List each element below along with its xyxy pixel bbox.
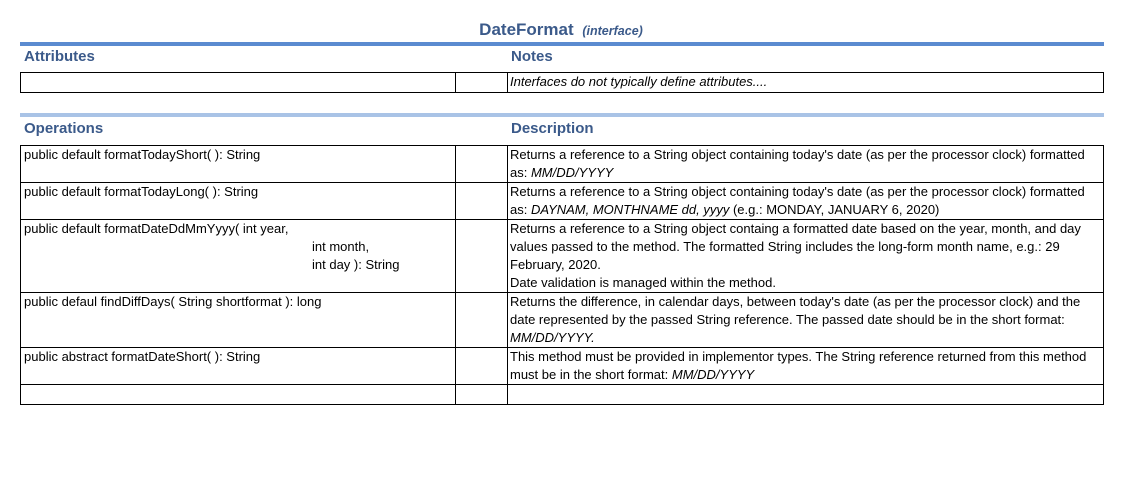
- table-row: [21, 183, 1104, 220]
- operation-signature: [21, 348, 456, 385]
- operation-spacer-cell: [456, 293, 508, 348]
- signature-line: int day ): String: [312, 257, 400, 272]
- operation-description: [508, 183, 1104, 220]
- page-title: [0, 20, 1122, 40]
- operation-spacer-cell: [456, 183, 508, 220]
- description-segment: This method must be provided in implementor types. The String reference returned from this method must be in the short format:: [510, 349, 1087, 382]
- description-segment: (e.g.: MONDAY, JANUARY 6, 2020): [729, 202, 940, 217]
- description-segment: Returns a reference to a String object containing today's date (as per the processor clock) formatted as:: [510, 147, 1085, 180]
- table-row: [21, 146, 1104, 183]
- signature-line: public defaul findDiffDays( String shortformat ): long: [24, 294, 322, 309]
- interface-name: DateFormat: [479, 20, 574, 39]
- empty-cell: [508, 385, 1104, 405]
- description-segment: Returns a reference to a String object containing today's date (as per the processor clock) formatted as:: [510, 184, 1085, 217]
- operation-signature: [21, 146, 456, 183]
- operation-signature: [21, 293, 456, 348]
- operations-header: Operations: [24, 120, 104, 137]
- operation-description: [508, 220, 1104, 293]
- description-segment: DAYNAM, MONTHNAME dd, yyyy: [530, 202, 730, 217]
- operations-header-bar: [20, 113, 1104, 117]
- operations-table: [20, 145, 1104, 405]
- signature-line: public default formatTodayLong( ): String: [24, 184, 259, 199]
- operation-spacer-cell: [456, 220, 508, 293]
- empty-cell: [21, 385, 456, 405]
- signature-line: public default formatTodayShort( ): String: [24, 147, 261, 162]
- operation-spacer-cell: [456, 146, 508, 183]
- description-segment: MM/DD/YYYY: [530, 165, 614, 180]
- attributes-note: Interfaces do not typically define attributes....: [508, 73, 1104, 93]
- table-row: [21, 385, 1104, 405]
- description-segment: Returns a reference to a String object containg a formatted date based on the year, month, and day values passed to the method. The formatted String includes the long-form month name, e.g.: 29 February, 2020.: [510, 221, 1081, 272]
- signature-line: public default formatDateDdMmYyyy( int year,: [24, 221, 289, 236]
- description-header: Description: [511, 120, 594, 137]
- attributes-header: Attributes: [24, 48, 95, 65]
- attributes-header-bar: [20, 42, 1104, 46]
- description-segment: MM/DD/YYYY.: [510, 330, 595, 345]
- operation-description: [508, 348, 1104, 385]
- operations-rows: [21, 146, 1104, 405]
- signature-line: public abstract formatDateShort( ): String: [24, 349, 261, 364]
- operation-spacer-cell: [456, 348, 508, 385]
- attributes-table: [20, 72, 1104, 93]
- description-segment: Date validation is managed within the method.: [510, 275, 776, 290]
- description-segment: MM/DD/YYYY: [671, 367, 755, 382]
- attribute-type-cell: [456, 73, 508, 93]
- operation-description: [508, 293, 1104, 348]
- interface-kind: (interface): [582, 24, 643, 38]
- table-row: [21, 73, 1104, 93]
- table-row: [21, 293, 1104, 348]
- description-segment: Returns the difference, in calendar days, between today's date (as per the processor clock) and the date represented by the passed String reference. The passed date should be in the short format:: [510, 294, 1081, 327]
- table-row: [21, 220, 1104, 293]
- operation-description: [508, 146, 1104, 183]
- empty-cell: [456, 385, 508, 405]
- notes-header: Notes: [511, 48, 553, 65]
- signature-line: int month,: [312, 239, 370, 254]
- operation-signature: [21, 183, 456, 220]
- operation-signature: [21, 220, 456, 293]
- attribute-cell: [21, 73, 456, 93]
- table-row: [21, 348, 1104, 385]
